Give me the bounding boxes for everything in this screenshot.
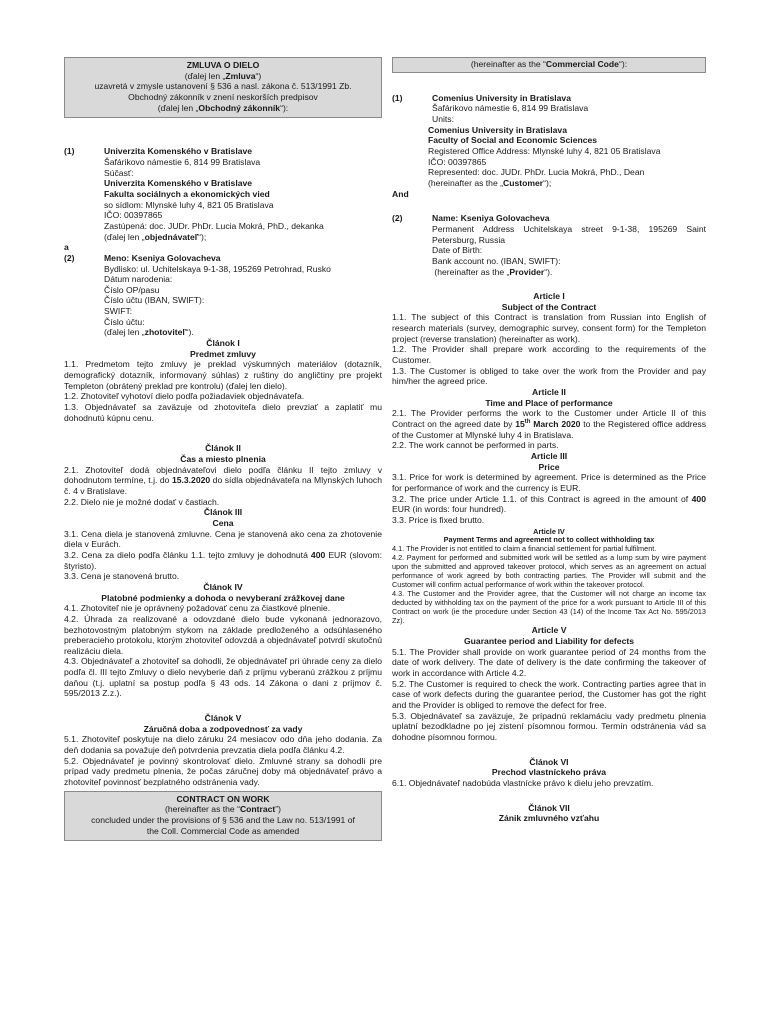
sk-art5-title: Záručná doba a zodpovednosť za vady: [143, 723, 303, 734]
party-line: IČO: 00397865: [104, 210, 163, 221]
en-header-line: (hereinafter as the “Contract”): [164, 804, 282, 815]
sk-header-line: (ďalej len „Obchodný zákonník“):: [157, 102, 289, 113]
party-line: Číslo OP/pasu: [104, 284, 160, 295]
sk-art4-title: Platobné podmienky a dohoda o nevyberaní zrážkovej dane: [101, 592, 345, 603]
party-name: Univerzita Komenského v Bratislave: [104, 146, 253, 157]
party-name: Comenius University in Bratislava: [432, 92, 571, 103]
party-line: Registered Office Address: Mlynské luhy 4, 821 05 Bratislava: [428, 145, 661, 156]
sk-art2-head: Článok II: [205, 443, 241, 454]
english-column: [392, 57, 706, 824]
party-address: Šafárikovo námestie 6, 814 99 Bratislava: [432, 103, 589, 114]
party-number: (2): [392, 213, 403, 224]
paragraph: 3.2. The price under Article 1.1. of this Contract is agreed in the amount of 400 EUR (in words: four hundred).: [392, 493, 706, 515]
en-art1-title: Subject of the Contract: [501, 301, 597, 312]
en-header-box: [64, 791, 382, 842]
sk-header-line: Obchodný zákonník v znení neskorších predpisov: [128, 91, 318, 102]
party-line: Číslo účtu:: [104, 316, 145, 327]
en-art1-head: Article I: [533, 291, 565, 302]
slovak-column: [64, 57, 382, 841]
paragraph: 4.1. Zhotoviteľ nie je oprávnený požadovať cenu za čiastkové plnenie.: [64, 603, 331, 614]
party-line: Zastúpená: doc. JUDr. PhDr. Lucia Mokrá, PhD., dekanka: [104, 220, 324, 231]
sk-art7-title: Zánik zmluvného vzťahu: [498, 813, 600, 824]
paragraph: 4.3. The Customer and the Provider agree, that the Customer will not charge an income tax deducted by withholding tax on the payment of the price for a work pursuant to Article III of this Contract on work (ie the procedure under Section 43 (14) of the Income Tax Act No. 595/2013 Zz).: [392, 588, 706, 625]
paragraph: 1.3. The Customer is obliged to take over the work from the Provider and pay him/her the agreed price.: [392, 365, 706, 387]
text-run: 2.1. The Provider performs the work to the Customer under Article II of this Contract on the agreed date by: [392, 408, 706, 430]
paragraph: 3.3. Cena je stanovená brutto.: [64, 571, 180, 582]
sk-art7-head: Článok VII: [528, 802, 570, 813]
en-title: CONTRACT ON WORK: [176, 793, 270, 804]
sk-art6-head: Článok VI: [529, 756, 569, 767]
paragraph: 2.1. Zhotoviteľ dodá objednávateľovi dielo podľa článku II tejto zmluvy v dohodnutom termíne, t.j. do 15.3.2020 do sídla objednávateľa na Mlynských luhoch č. 4 v Bratislave.: [64, 464, 382, 496]
paragraph: 3.1. Price for work is determined by agreement. Price is determined as the Price for performance of work and the currency is EUR.: [392, 472, 706, 493]
party-line: (hereinafter as the „Customer“);: [428, 177, 552, 188]
en-art5-title: Guarantee period and Liability for defects: [464, 636, 634, 647]
sk-art2-title: Čas a miesto plnenia: [180, 454, 266, 464]
en-art2-title: Time and Place of performance: [485, 397, 613, 408]
party-name: Name: Kseniya Golovacheva: [432, 213, 550, 224]
text-run: March 2020: [530, 419, 581, 430]
party-number: (1): [64, 146, 75, 157]
sk-party-1: [64, 146, 382, 242]
paragraph: 1.1. The subject of this Contract is translation from Russian into English of research materials (survey, demographic survey, consent form) for the Templeton project (reverse translation) (hereinafter as work).: [392, 312, 706, 344]
party-line: Bydlisko: ul. Uchitelskaya 9-1-38, 195269 Petrohrad, Rusko: [104, 263, 331, 274]
party-line: (ďalej len „objednávateľ“);: [104, 231, 207, 242]
party-line: Bank account no. (IBAN, SWIFT):: [432, 255, 561, 266]
party-line: Date of Birth:: [432, 245, 483, 256]
party-line: Dátum narodenia:: [104, 274, 173, 285]
en-art5-head: Article V: [531, 625, 567, 636]
paragraph: 1.1. Predmetom tejto zmluvy je preklad výskumných materiálov (dotazník, demografický dotazník, informovaný súhlas) z ruštiny do angličtiny pre projekt Templeton (obrátený preklad pre kontrolu) (ďalej len dielo).: [64, 359, 382, 391]
sk-art1-title: Predmet zmluvy: [190, 348, 256, 359]
party-line: Units:: [432, 113, 454, 124]
en-header-cont: (hereinafter as the “Commercial Code“):: [470, 59, 628, 69]
party-line: Comenius University in Bratislava: [428, 124, 567, 135]
paragraph: 4.1. The Provider is not entitled to claim a financial settlement for partial fulfilment.: [392, 544, 657, 554]
party-line: Fakulta sociálnych a ekonomických vied: [104, 188, 270, 199]
en-art4-title: Payment Terms and agreement not to collect withholding tax: [443, 535, 655, 545]
paragraph: 1.2. The Provider shall prepare work according to the requirements of the Customer.: [392, 344, 706, 366]
paragraph: 1.2. Zhotoviteľ vyhotoví dielo podľa požiadaviek objednávateľa.: [64, 391, 305, 402]
party-line: Súčasť:: [104, 167, 134, 178]
paragraph: 5.1. Zhotoviteľ poskytuje na dielo záruku 24 mesiacov odo dňa jeho dodania. Za deň dodania sa považuje deň potvrdenia prevzatia diela podľa článku 4.2.: [64, 734, 382, 756]
paragraph: 5.3. Objednávateľ sa zaväzuje, že prípadnú reklamáciu vady predmetu plnenia uplatní bezodkladne po jej zistení písomnou formou. Termín odstránenia vád sa dohodne písomnou formou.: [392, 710, 706, 742]
en-party-2: [392, 213, 706, 277]
sk-art3-head: Článok III: [203, 507, 243, 518]
en-header-line: the Coll. Commercial Code as amended: [146, 825, 300, 836]
en-art3-head: Article III: [530, 451, 568, 461]
party-address: Šafárikovo námestie 6, 814 99 Bratislava: [104, 156, 261, 167]
sk-and: a: [64, 242, 69, 253]
paragraph: 1.3. Objednávateľ sa zaväzuje od zhotoviteľa dielo prevziať a zaplatiť mu dohodnutú kúpnu cenu.: [64, 402, 382, 423]
en-header-cont-box: [392, 57, 706, 73]
party-number: (2): [64, 252, 75, 263]
sk-header-line: uzavretá v zmysle ustanovení § 536 a nasl. zákona č. 513/1991 Zb.: [94, 81, 352, 92]
sk-title: ZMLUVA O DIELO: [186, 60, 260, 70]
party-line: Represented: doc. JUDr. PhDr. Lucia Mokrá, PhD., Dean: [428, 167, 645, 178]
en-art2-head: Article II: [532, 387, 566, 398]
text-run: to the Registered office address of the Customer at Mlynské luhy 4 in Bratislava.: [392, 419, 706, 440]
sk-art6-title: Prechod vlastníckeho práva: [491, 767, 607, 778]
party-line: Permanent Address Uchitelskaya street 9-1-38, 195269 Saint Petersburg, Russia: [432, 223, 706, 245]
party-line: Číslo účtu (IBAN, SWIFT):: [104, 295, 205, 306]
text-run: 15: [515, 419, 525, 430]
paragraph: 3.2. Cena za dielo podľa článku 1.1. tejto zmluvy je dohodnutá 400 EUR (slovom: štyristo).: [64, 549, 383, 571]
paragraph: 5.2. Objednávateľ je povinný skontrolovať dielo. Zmluvné strany sa dohodli pre prípad vady predmetu plnenia, že počas záručnej doby má objednávateľ právo a zhotoviteľ povinnosť bezplatného odstránenia vady.: [64, 755, 382, 788]
text-run: th: [524, 419, 531, 426]
en-art3-title: Price: [538, 461, 560, 472]
sk-party-2: [64, 253, 382, 338]
party-line: IČO: 00397865: [428, 156, 487, 167]
party-line: (hereinafter as the „Provider“).: [432, 266, 553, 277]
paragraph: 4.2. Payment for performed and submitted work will be settled as a lump sum by wire payment upon the submitted and approved takeover protocol, which serves as an agreement on actual performance of work agreed by both contracting parties. The Provider will submit and the Customer will confirm actual performance of work within the takeover protocol.: [392, 553, 706, 589]
sk-header-line: (ďalej len „Zmluva“): [184, 70, 262, 81]
paragraph: 3.3. Price is fixed brutto.: [392, 514, 485, 525]
party-line: SWIFT:: [104, 306, 133, 317]
en-party-1: [392, 93, 706, 125]
sk-art4-head: Článok IV: [203, 581, 243, 592]
paragraph: 5.1. The Provider shall provide on work guarantee period of 24 months from the date of work delivery. The date of delivery is the date confirming the takeover of work in accordance with Article 4.2.: [392, 646, 706, 679]
paragraph: 2.2. Dielo nie je možné dodať v častiach.: [64, 496, 220, 507]
party-name: Meno: Kseniya Golovacheva: [104, 252, 221, 263]
party-line: Univerzita Komenského v Bratislave: [104, 178, 253, 189]
paragraph: 4.3. Objednávateľ a zhotoviteľ sa dohodli, že objednávateľ pri úhrade ceny za dielo podľa čl. III tejto Zmluvy o dielo nevyberie daň z príjmu vyberanú zrážkou z príjmu daňou (t.j. uplatní sa postup podľa § 43 ods. 14 Zákona o dani z príjmov č. 595/2013 Z.z.).: [64, 656, 382, 699]
paragraph: 4.2. Úhrada za realizované a odovzdané dielo bude vykonaná jednorazovo, bezhotovostným platobným stykom na základe predloženého a odsúhlaseného preberacieho protokolu, ktorým zhotoviteľ odovzdá a objednávateľ potvrdí skutočnú realizáciu diela.: [64, 613, 382, 656]
party-line: (ďalej len „zhotoviteľ“).: [104, 327, 194, 338]
paragraph: [392, 408, 706, 440]
paragraph: 2.2. The work cannot be performed in parts.: [392, 440, 559, 451]
sk-header-box: [64, 57, 382, 118]
party-line: Faculty of Social and Economic Sciences: [428, 135, 598, 146]
paragraph: 5.2. The Customer is required to check the work. Contracting parties agree that in case of work defects during the guarantee period, the Customer has got the right and the Provider is obliged to remove the defect for free.: [392, 678, 706, 710]
en-header-line: concluded under the provisions of § 536 and the Law no. 513/1991 of: [91, 815, 355, 825]
en-art4-head: Article IV: [533, 526, 565, 536]
paragraph: 6.1. Objednávateľ nadobúda vlastnícke právo k dielu jeho prevzatím.: [392, 777, 654, 788]
en-and: And: [392, 188, 409, 199]
party-number: (1): [392, 92, 403, 103]
sk-art5-head: Článok V: [204, 713, 242, 724]
sk-art1-head: Článok I: [206, 338, 240, 349]
sk-art3-title: Cena: [212, 517, 234, 528]
party-line: so sídlom: Mlynské luhy 4, 821 05 Bratislava: [104, 199, 274, 210]
paragraph: 3.1. Cena diela je stanovená zmluvne. Cena je stanovená ako cena za zhotovenie diela v Eurách.: [64, 528, 382, 550]
